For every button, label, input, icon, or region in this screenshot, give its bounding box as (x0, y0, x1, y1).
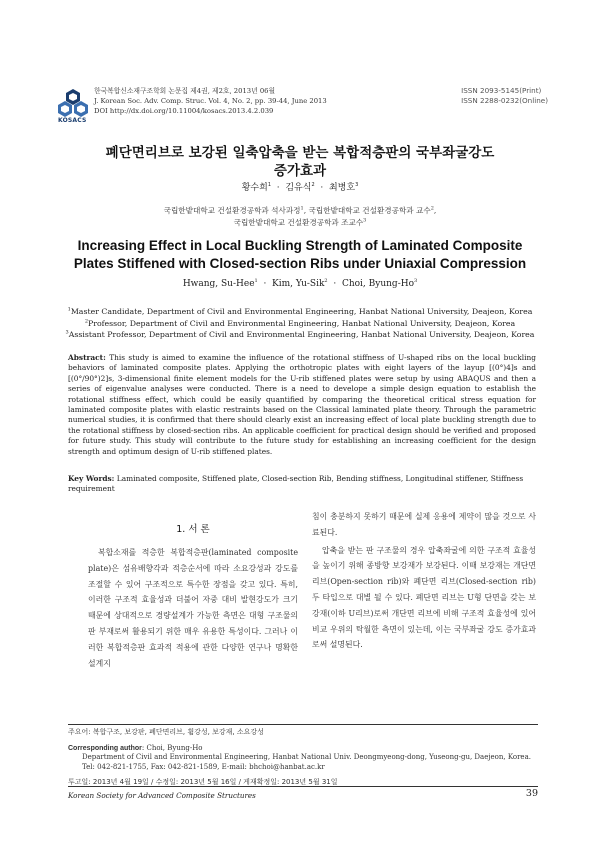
journal-name-en: J. Korean Soc. Adv. Comp. Struc. Vol. 4, No. 2, pp. 39-44, June 2013 (94, 97, 327, 105)
korean-keywords: 주요어: 복합구조, 보강판, 폐단면리브, 휨강성, 보강재, 소요강성 (68, 728, 264, 736)
author-en-2: Kim, Yu-Sik (272, 279, 325, 289)
footer-society: Korean Society for Advanced Composite Structures (68, 791, 256, 800)
author-en-1: Hwang, Su-Hee (182, 279, 255, 289)
author-en-3: Choi, Byung-Ho (341, 279, 414, 289)
abstract (68, 353, 536, 457)
affil-en-3-sup: 3 (65, 329, 69, 336)
title-english (0, 237, 600, 273)
issn-print: ISSN 2093-5145(Print) (461, 86, 542, 95)
affil-en-3-text: Assistant Professor, Department of Civil and Environmental Engineering, Hanbat National University, Deajeon, Korea (68, 330, 535, 339)
affil-en-1-sup: 1 (67, 306, 71, 313)
author-sep: · (320, 183, 324, 193)
author-en-2-sup: 2 (324, 278, 328, 284)
author-sep: · (333, 279, 337, 289)
affil-kr-3-sup: 3 (363, 217, 367, 224)
keywords-text: Laminated composite, Stiffened plate, Closed-section Rib, Bending stiffness, Longitudinal stiffener, Stiffness requirement (68, 474, 524, 494)
kosacs-logo-icon (58, 86, 88, 120)
affil-en-2-sup: 2 (84, 317, 88, 324)
authors-korean (0, 180, 600, 193)
body-column-right (312, 509, 536, 653)
author-en-1-sup: 1 (254, 278, 258, 284)
author-kr-3: 최병호 (328, 183, 356, 193)
section-heading-introduction: 1. 서 론 (176, 524, 210, 535)
author-kr-2: 김유식 (285, 183, 312, 193)
journal-info (94, 86, 327, 116)
affiliation-kr-line-2 (0, 217, 600, 229)
title-korean (0, 144, 600, 180)
page-footer (68, 786, 538, 800)
affil-kr-2: , 국립한밭대학교 건설환경공학과 교수 (303, 206, 431, 215)
affil-en-2-text: Professor, Department of Civil and Environmental Engineering, Hanbat National University, Deajeon, Korea (88, 318, 516, 328)
affil-en-1-text: Master Candidate, Department of Civil and Environmental Engineering, Hanbat National University, Deajeon, Korea (70, 307, 533, 316)
author-kr-1-sup: 1 (267, 182, 272, 188)
body-paragraph: 침이 충분하지 못하기 때문에 실제 응용에 제약이 많을 것으로 사료된다. (312, 512, 536, 537)
logo-text: KOSACS (58, 117, 87, 124)
affiliations-english (0, 306, 600, 341)
corresponding-author (68, 744, 538, 773)
author-sep: · (276, 183, 280, 193)
abstract-label: Abstract: (68, 353, 106, 362)
title-english-line-1: Increasing Effect in Local Buckling Strength of Laminated Composite (77, 238, 523, 253)
author-kr-1: 황수희 (241, 183, 268, 193)
affil-kr-comma: , (433, 206, 437, 215)
submission-dates: 투고일: 2013년 4월 19일 / 수정일: 2013년 5월 16일 / 게재확정일: 2013년 5월 31일 (68, 778, 338, 787)
corresponding-author-address: Department of Civil and Environmental Engineering, Hanbat National Univ. Deongmyeong-dong, Yuseong-gu, Daejeon, Korea. (82, 753, 531, 762)
affil-kr-1: 국립한밭대학교 건설환경공학과 석사과정 (163, 206, 301, 215)
title-korean-line-1: 폐단면리브로 보강된 일축압축을 받는 복합적층판의 국부좌굴강도 (105, 145, 495, 161)
affiliation-en-1 (0, 306, 600, 318)
title-english-line-2: Plates Stiffened with Closed-section Ribs under Uniaxial Compression (73, 256, 527, 271)
footnotes (68, 724, 538, 788)
keywords (68, 474, 536, 495)
affil-kr-1-sup: 1 (300, 205, 304, 212)
affiliations-korean (0, 205, 600, 229)
journal-header (58, 86, 548, 132)
body-column-left (88, 509, 298, 671)
page-number: 39 (525, 788, 538, 799)
keywords-label: Key Words: (68, 474, 115, 483)
author-kr-2-sup: 2 (311, 182, 315, 188)
abstract-text: This study is aimed to examine the influence of the rotational stiffness of U-shaped ribs on the local buckling behaviors of laminated composite plates. Applying the orthotropic plates with eight layers of the layup [(0°)4]s and [(0°/90°)2]s, 3-dimensional finite element models for the U-rib stiffened plates were setup by using ABAQUS and then a series of eigenvalue analyses were conducted. There is a need to develope a simple design equation to establish the rotational stiffness effect, which could be easily quantified by comparing the theoretical critical stress equation for laminated composite plates with elastic restraints based on the Classical laminated plate theory. Through the parametric numerical studies, it is confirmed that there should clearly exist an increasing effect of local plate buckling strength due to the rotational stiffness by closed-section ribs. An applicable coefficient for practical design should be verified and proposed for future study. This study will contribute to the future study for establishing an increasing coefficient for the design strength and optimum design of U-rib stiffened plates. (68, 353, 536, 456)
affil-kr-2-sup: 2 (430, 205, 434, 212)
corresponding-author-label: Corresponding author (68, 744, 142, 752)
authors-english (0, 279, 600, 289)
affiliation-kr-line-1 (0, 205, 600, 217)
affil-kr-3: 국립한밭대학교 건설환경공학과 조교수 (233, 218, 364, 227)
corresponding-author-name: : Choi, Byung-Ho (141, 743, 203, 752)
issn-online: ISSN 2288-0232(Online) (461, 96, 548, 105)
body-paragraph: 압축을 받는 판 구조물의 경우 압축좌굴에 의한 구조적 효율성을 높이기 위해 종방향 보강재가 보강된다. 이때 보강재는 개단면 리브(Open-section rib)와 폐단면 리브(Closed-section rib) 두 타입으로 대별 될 수 있다. 폐단면 리브는 U형 단면을 갖는 보강재(이하 U리브)로써 개단면 리브에 비해 구조적 효율성에 있어 비교 우위의 탁월한 측면이 있는데, 이는 국부좌굴 강도 증가효과로써 설명된다. (312, 545, 536, 650)
issn-block (461, 86, 548, 106)
affiliation-en-2 (0, 318, 600, 330)
body-paragraph: 복합소재를 적층한 복합적층판(laminated composite plate)은 섬유배향각과 적층순서에 따라 소요강성과 강도를 조절할 수 있어 구조적으로 특수한 장점을 갖고 있다. 특히, 이러한 구조적 효율성과 더불어 자중 대비 발현강도가 크기 때문에 상대적으로 경량설계가 가능한 측면은 대형 구조물의 판 부재로써 활용되기 위한 매우 유용한 특성이다. 그러나 이러한 복합적층판 효과적 적용에 관한 다양한 연구나 명확한 설계지 (88, 548, 298, 668)
doi-link[interactable]: DOI http://dx.doi.org/10.11004/kosacs.2013.4.2.039 (94, 107, 274, 115)
author-en-3-sup: 3 (414, 278, 418, 284)
affiliation-en-3 (0, 329, 600, 341)
journal-name-kr: 한국복합신소재구조학회 논문집 제4권, 제2호, 2013년 06월 (94, 87, 276, 95)
corresponding-author-contact: Tel: 042-821-1755, Fax: 042-821-1589, E-mail: bhchoi@hanbat.ac.kr (82, 762, 325, 771)
title-korean-line-2: 증가효과 (273, 163, 327, 179)
author-sep: · (263, 279, 267, 289)
author-kr-3-sup: 3 (355, 182, 359, 188)
